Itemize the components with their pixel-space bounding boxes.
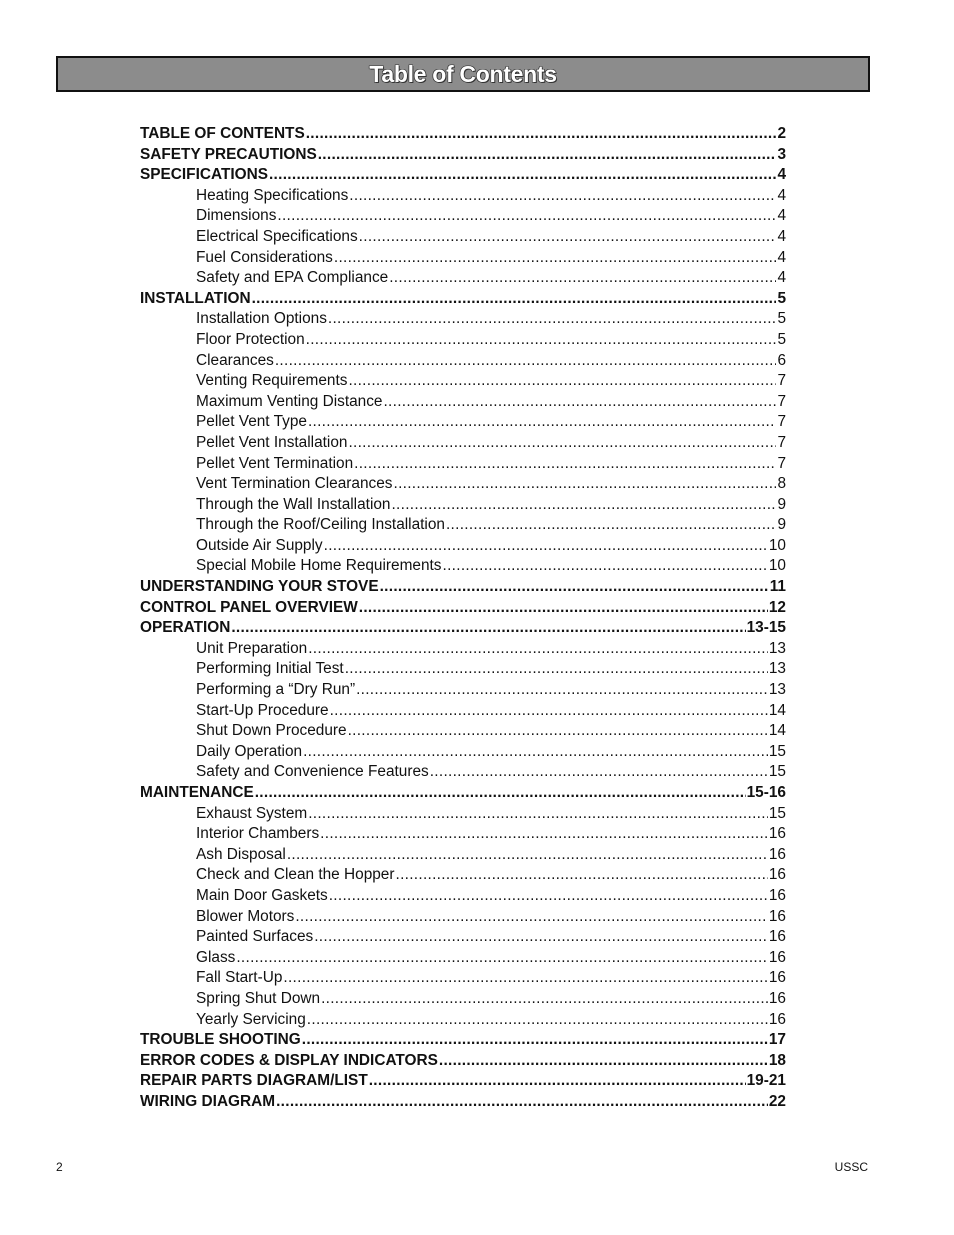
toc-entry-page: 7: [777, 433, 786, 451]
toc-entry-page: 7: [777, 454, 786, 472]
toc-entry-label: Ash Disposal: [196, 845, 286, 863]
toc-entry-label: Blower Motors: [196, 907, 295, 925]
toc-entry-label: INSTALLATION: [140, 289, 251, 307]
toc-subsection-entry: [140, 762, 786, 783]
toc-subsection-entry: [140, 474, 786, 495]
toc-section-entry: [140, 783, 786, 804]
toc-subsection-entry: [140, 639, 786, 660]
toc-entry-page: 5: [777, 310, 786, 328]
toc-entry-page: 14: [768, 722, 786, 740]
toc-subsection-entry: [140, 268, 786, 289]
toc-entry-page: 16: [768, 948, 786, 966]
toc-subsection-entry: [140, 351, 786, 372]
toc-entry-label: Check and Clean the Hopper: [196, 866, 395, 884]
dot-leader: [324, 536, 768, 557]
toc-entry-label: Safety and Convenience Features: [196, 763, 429, 781]
toc-entry-label: Clearances: [196, 351, 274, 369]
toc-entry-label: Dimensions: [196, 207, 277, 225]
toc-entry-page: 15: [768, 804, 786, 822]
dot-leader: [295, 907, 768, 928]
toc-subsection-entry: [140, 371, 786, 392]
page-title: Table of Contents: [369, 60, 557, 87]
toc-entry-label: Safety and EPA Compliance: [196, 269, 389, 287]
toc-subsection-entry: [140, 1010, 786, 1031]
dot-leader: [255, 783, 746, 804]
toc-entry-label: Performing a “Dry Run”: [196, 681, 356, 699]
toc-entry-page: 16: [768, 845, 786, 863]
dot-leader: [306, 124, 777, 145]
toc-entry-label: WIRING DIAGRAM: [140, 1092, 276, 1110]
toc-entry-label: Shut Down Procedure: [196, 722, 347, 740]
dot-leader: [443, 556, 768, 577]
toc-subsection-entry: [140, 206, 786, 227]
toc-section-entry: [140, 1092, 786, 1113]
footer-brand: USSC: [834, 1160, 868, 1174]
toc-entry-label: TROUBLE SHOOTING: [140, 1031, 301, 1049]
toc-entry-page: 3: [777, 145, 786, 163]
toc-entry-page: 5: [777, 330, 786, 348]
toc-entry-page: 18: [768, 1051, 786, 1069]
toc-entry-label: SPECIFICATIONS: [140, 166, 268, 184]
dot-leader: [252, 289, 777, 310]
toc-subsection-entry: [140, 659, 786, 680]
dot-leader: [369, 1071, 746, 1092]
toc-entry-page: 17: [768, 1031, 786, 1049]
dot-leader: [446, 515, 776, 536]
toc-entry-label: Electrical Specifications: [196, 227, 358, 245]
dot-leader: [269, 165, 776, 186]
dot-leader: [348, 371, 776, 392]
dot-leader: [430, 762, 768, 783]
toc-subsection-entry: [140, 248, 786, 269]
toc-entry-label: Through the Roof/Ceiling Installation: [196, 516, 445, 534]
toc-subsection-entry: [140, 989, 786, 1010]
dot-leader: [308, 804, 768, 825]
toc-section-entry: [140, 145, 786, 166]
toc-entry-page: 4: [777, 248, 786, 266]
dot-leader: [321, 989, 768, 1010]
toc-entry-label: Installation Options: [196, 310, 327, 328]
toc-entry-page: 16: [768, 989, 786, 1007]
dot-leader: [348, 433, 776, 454]
toc-subsection-entry: [140, 701, 786, 722]
dot-leader: [348, 721, 768, 742]
toc-entry-label: Through the Wall Installation: [196, 495, 391, 513]
toc-subsection-entry: [140, 948, 786, 969]
dot-leader: [356, 680, 768, 701]
toc-entry-page: 10: [768, 557, 786, 575]
toc-subsection-entry: [140, 845, 786, 866]
toc-entry-page: 16: [768, 907, 786, 925]
toc-entry-label: Venting Requirements: [196, 372, 348, 390]
dot-leader: [275, 351, 777, 372]
toc-entry-label: Maximum Venting Distance: [196, 392, 383, 410]
toc-subsection-entry: [140, 433, 786, 454]
dot-leader: [307, 1010, 768, 1031]
dot-leader: [276, 1092, 768, 1113]
toc-subsection-entry: [140, 392, 786, 413]
dot-leader: [308, 412, 776, 433]
toc-entry-label: MAINTENANCE: [140, 784, 254, 801]
toc-section-entry: [140, 1071, 786, 1092]
toc-section-entry: [140, 577, 786, 598]
title-banner: [56, 56, 870, 92]
toc-entry-page: 11: [769, 578, 786, 596]
toc-entry-label: Exhaust System: [196, 804, 308, 822]
toc-subsection-entry: [140, 515, 786, 536]
toc-entry-label: Special Mobile Home Requirements: [196, 557, 442, 575]
toc-subsection-entry: [140, 495, 786, 516]
dot-leader: [303, 742, 768, 763]
dot-leader: [329, 886, 768, 907]
toc-entry-label: Fuel Considerations: [196, 248, 333, 266]
toc-subsection-entry: [140, 721, 786, 742]
toc-entry-page: 4: [777, 166, 786, 184]
toc-subsection-entry: [140, 309, 786, 330]
toc-entry-page: 13: [768, 639, 786, 657]
toc-section-entry: [140, 124, 786, 145]
dot-leader: [314, 927, 768, 948]
toc-subsection-entry: [140, 536, 786, 557]
dot-leader: [334, 248, 777, 269]
toc-entry-label: Pellet Vent Termination: [196, 454, 354, 472]
toc-subsection-entry: [140, 227, 786, 248]
dot-leader: [320, 824, 768, 845]
toc-entry-label: SAFETY PRECAUTIONS: [140, 145, 317, 163]
toc-entry-label: Floor Protection: [196, 330, 305, 348]
toc-entry-page: 4: [777, 207, 786, 225]
toc-entry-label: Daily Operation: [196, 742, 303, 760]
toc-entry-label: Pellet Vent Type: [196, 413, 307, 431]
dot-leader: [308, 639, 768, 660]
dot-leader: [349, 186, 776, 207]
toc-entry-label: Performing Initial Test: [196, 660, 344, 678]
toc-entry-page: 13: [768, 660, 786, 678]
toc-entry-page: 8: [777, 475, 786, 493]
toc-entry-page: 22: [768, 1092, 786, 1110]
toc-entry-page: 12: [768, 598, 786, 616]
dot-leader: [302, 1030, 768, 1051]
toc-entry-label: ERROR CODES & DISPLAY INDICATORS: [140, 1051, 438, 1069]
dot-leader: [439, 1051, 768, 1072]
toc-entry-page: 15: [768, 742, 786, 760]
dot-leader: [318, 145, 777, 166]
toc-entry-page: 4: [777, 186, 786, 204]
table-of-contents: [140, 124, 786, 1113]
toc-entry-page: 15: [768, 763, 786, 781]
toc-section-entry: [140, 1051, 786, 1072]
toc-subsection-entry: [140, 804, 786, 825]
dot-leader: [354, 454, 776, 475]
toc-entry-label: OPERATION: [140, 619, 231, 637]
toc-subsection-entry: [140, 186, 786, 207]
dot-leader: [391, 495, 776, 516]
toc-entry-label: UNDERSTANDING YOUR STOVE: [140, 578, 379, 596]
dot-leader: [389, 268, 776, 289]
toc-entry-page: 6: [777, 351, 786, 369]
toc-entry-page: 15-16: [746, 784, 786, 801]
toc-entry-page: 13: [768, 681, 786, 699]
dot-leader: [231, 618, 745, 639]
toc-subsection-entry: [140, 824, 786, 845]
dot-leader: [287, 845, 768, 866]
toc-entry-page: 19-21: [746, 1072, 786, 1090]
dot-leader: [330, 701, 768, 722]
toc-entry-page: 16: [768, 866, 786, 884]
toc-section-entry: [140, 165, 786, 186]
toc-entry-page: 16: [768, 969, 786, 987]
dot-leader: [283, 968, 767, 989]
dot-leader: [383, 392, 776, 413]
toc-entry-page: 7: [777, 372, 786, 390]
toc-entry-label: Interior Chambers: [196, 825, 320, 843]
dot-leader: [359, 227, 777, 248]
dot-leader: [277, 206, 776, 227]
toc-entry-label: Unit Preparation: [196, 639, 308, 657]
toc-entry-page: 7: [777, 392, 786, 410]
toc-subsection-entry: [140, 907, 786, 928]
toc-entry-page: 4: [777, 227, 786, 245]
dot-leader: [380, 577, 769, 598]
toc-entry-label: Glass: [196, 948, 236, 966]
toc-section-entry: [140, 618, 786, 639]
toc-entry-label: Heating Specifications: [196, 186, 349, 204]
dot-leader: [306, 330, 777, 351]
toc-subsection-entry: [140, 680, 786, 701]
toc-entry-page: 5: [777, 289, 786, 307]
toc-entry-page: 2: [777, 125, 786, 142]
dot-leader: [236, 948, 768, 969]
toc-entry-label: Fall Start-Up: [196, 969, 283, 987]
toc-section-entry: [140, 598, 786, 619]
toc-subsection-entry: [140, 927, 786, 948]
dot-leader: [328, 309, 777, 330]
toc-entry-label: REPAIR PARTS DIAGRAM/LIST: [140, 1072, 368, 1090]
toc-entry-page: 16: [768, 886, 786, 904]
toc-entry-label: Yearly Servicing: [196, 1010, 306, 1028]
toc-subsection-entry: [140, 742, 786, 763]
dot-leader: [345, 659, 768, 680]
toc-entry-page: 13-15: [746, 619, 786, 637]
toc-entry-label: Painted Surfaces: [196, 928, 314, 946]
dot-leader: [396, 865, 768, 886]
toc-entry-label: CONTROL PANEL OVERVIEW: [140, 598, 358, 616]
toc-entry-label: Start-Up Procedure: [196, 701, 329, 719]
toc-entry-page: 10: [768, 536, 786, 554]
toc-subsection-entry: [140, 865, 786, 886]
dot-leader: [359, 598, 768, 619]
toc-entry-label: Vent Termination Clearances: [196, 475, 393, 493]
toc-entry-page: 9: [777, 495, 786, 513]
toc-entry-label: Main Door Gaskets: [196, 886, 328, 904]
toc-entry-page: 16: [768, 928, 786, 946]
toc-section-entry: [140, 289, 786, 310]
toc-subsection-entry: [140, 886, 786, 907]
toc-entry-page: 14: [768, 701, 786, 719]
toc-subsection-entry: [140, 454, 786, 475]
toc-entry-label: Outside Air Supply: [196, 536, 323, 554]
toc-entry-page: 9: [777, 516, 786, 534]
toc-entry-label: TABLE OF CONTENTS: [140, 125, 305, 142]
toc-subsection-entry: [140, 968, 786, 989]
dot-leader: [394, 474, 777, 495]
toc-subsection-entry: [140, 412, 786, 433]
toc-subsection-entry: [140, 556, 786, 577]
toc-entry-page: 4: [777, 269, 786, 287]
toc-entry-page: 16: [768, 825, 786, 843]
footer-page-number: 2: [56, 1160, 63, 1174]
toc-entry-page: 7: [777, 413, 786, 431]
toc-entry-label: Spring Shut Down: [196, 989, 321, 1007]
toc-entry-page: 16: [768, 1010, 786, 1028]
toc-subsection-entry: [140, 330, 786, 351]
toc-entry-label: Pellet Vent Installation: [196, 433, 348, 451]
toc-section-entry: [140, 1030, 786, 1051]
